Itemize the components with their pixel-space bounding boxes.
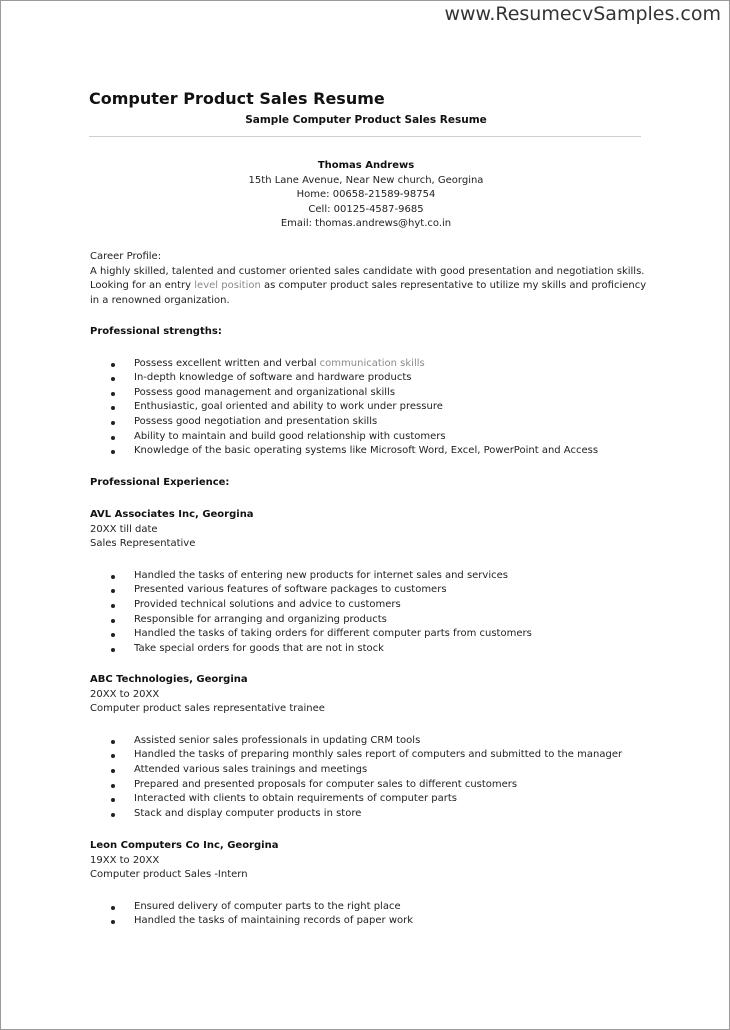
bullet-icon: [111, 619, 115, 623]
bullet-icon: [111, 363, 115, 367]
list-item: [90, 807, 650, 822]
list-item: [90, 357, 650, 372]
career-profile-line-2-part-c: as computer product sales representative to utilize my skills and proficiency: [260, 280, 647, 292]
strengths-list: [90, 357, 650, 459]
list-item: [90, 400, 650, 415]
list-item: [90, 569, 650, 584]
strength-item: Enthusiastic, goal oriented and ability to work under pressure: [134, 401, 443, 413]
bullet-icon: [111, 798, 115, 802]
job-role: Computer product Sales -Intern: [90, 869, 248, 881]
list-item: [90, 914, 650, 929]
job-duty: Handled the tasks of entering new products for internet sales and services: [134, 569, 508, 581]
experience-heading: Professional Experience:: [90, 477, 230, 488]
list-item: [90, 627, 650, 642]
career-profile-section: [90, 250, 650, 308]
contact-home-phone: Home: 00658-21589-98754: [296, 189, 436, 201]
job-company: ABC Technologies, Georgina: [90, 674, 248, 685]
job-duty: Interacted with clients to obtain requirements of computer parts: [134, 793, 458, 805]
bullet-icon: [111, 906, 115, 910]
job-duty: Handled the tasks of taking orders for different computer parts from customers: [134, 628, 532, 640]
list-item: [90, 763, 650, 778]
job-duty: Take special orders for goods that are not in stock: [134, 642, 384, 654]
job-company: Leon Computers Co Inc, Georgina: [90, 840, 279, 851]
page-subtitle: Sample Computer Product Sales Resume: [245, 114, 487, 126]
job-duty: Ensured delivery of computer parts to the right place: [134, 900, 401, 912]
job-duties-list: [90, 569, 650, 657]
bullet-icon: [111, 769, 115, 773]
strength-item-0-part-b: communication skills: [319, 357, 425, 369]
bullet-icon: [111, 589, 115, 593]
job-role: Computer product sales representative trainee: [90, 703, 325, 715]
bullet-icon: [111, 436, 115, 440]
job-duty: Responsible for arranging and organizing products: [134, 613, 387, 625]
job-dates: 20XX to 20XX: [90, 688, 160, 700]
bullet-icon: [111, 740, 115, 744]
job-duty: Provided technical solutions and advice to customers: [134, 598, 401, 610]
list-item: [90, 642, 650, 657]
contact-block: [1, 159, 730, 232]
list-item: [90, 792, 650, 807]
bullet-icon: [111, 920, 115, 924]
page-title: Computer Product Sales Resume: [89, 89, 385, 108]
job-entry: [90, 508, 650, 656]
list-item: [90, 778, 650, 793]
strength-item: Possess good management and organizational skills: [134, 386, 396, 398]
bullet-icon: [111, 406, 115, 410]
bullet-icon: [111, 754, 115, 758]
list-item: [90, 430, 650, 445]
list-item: [90, 371, 650, 386]
bullet-icon: [111, 392, 115, 396]
job-dates: 20XX till date: [90, 523, 158, 535]
career-profile-line-2-part-a: Looking for an entry: [90, 280, 195, 292]
watermark-url: www.ResumecvSamples.com: [444, 3, 721, 25]
strength-item-0-part-a: Possess excellent written and verbal: [134, 357, 320, 369]
job-duty: Attended various sales trainings and meetings: [134, 763, 368, 775]
job-entry: [90, 839, 650, 929]
strength-item: In-depth knowledge of software and hardware products: [134, 372, 412, 384]
list-item: [90, 444, 650, 459]
job-duty: Handled the tasks of maintaining records of paper work: [134, 915, 414, 927]
list-item: [90, 598, 650, 613]
career-profile-line-1: A highly skilled, talented and customer oriented sales candidate with good presentation and negotiation skills.: [90, 265, 645, 277]
job-entry: [90, 673, 650, 821]
contact-address: 15th Lane Avenue, Near New church, Georgina: [248, 174, 484, 186]
contact-cell-phone: Cell: 00125-4587-9685: [308, 203, 424, 215]
bullet-icon: [111, 450, 115, 454]
divider: [89, 136, 641, 137]
job-role: Sales Representative: [90, 538, 196, 550]
bullet-icon: [111, 377, 115, 381]
job-company: AVL Associates Inc, Georgina: [90, 509, 254, 520]
job-duties-list: [90, 900, 650, 929]
list-item: [90, 386, 650, 401]
bullet-icon: [111, 575, 115, 579]
job-duty: Assisted senior sales professionals in updating CRM tools: [134, 734, 421, 746]
job-duty: Presented various features of software packages to customers: [134, 584, 447, 596]
list-item: [90, 415, 650, 430]
bullet-icon: [111, 813, 115, 817]
candidate-name: Thomas Andrews: [317, 160, 415, 171]
career-profile-label: Career Profile:: [90, 251, 162, 262]
job-duty: Prepared and presented proposals for computer sales to different customers: [134, 778, 518, 790]
list-item: [90, 748, 650, 763]
strength-item: Ability to maintain and build good relationship with customers: [134, 430, 446, 442]
strengths-heading: Professional strengths:: [90, 326, 222, 337]
bullet-icon: [111, 421, 115, 425]
job-duty: Stack and display computer products in store: [134, 807, 362, 819]
career-profile-line-2: [90, 279, 650, 294]
bullet-icon: [111, 604, 115, 608]
list-item: [90, 900, 650, 915]
job-duty: Handled the tasks of preparing monthly sales report of computers and submitted to the manager: [134, 749, 623, 761]
job-duties-list: [90, 734, 650, 822]
strength-item: Knowledge of the basic operating systems like Microsoft Word, Excel, PowerPoint and Access: [134, 445, 599, 457]
experience-section: [90, 476, 650, 491]
bullet-icon: [111, 784, 115, 788]
bullet-icon: [111, 633, 115, 637]
bullet-icon: [111, 648, 115, 652]
career-profile-line-2-part-b: level position: [194, 280, 261, 292]
list-item: [90, 734, 650, 749]
strengths-section: [90, 325, 650, 459]
contact-email: Email: thomas.andrews@hyt.co.in: [280, 218, 452, 230]
strength-item: Possess good negotiation and presentation skills: [134, 415, 378, 427]
list-item: [90, 583, 650, 598]
career-profile-line-3: in a renowned organization.: [90, 294, 230, 306]
list-item: [90, 613, 650, 628]
job-dates: 19XX to 20XX: [90, 854, 160, 866]
